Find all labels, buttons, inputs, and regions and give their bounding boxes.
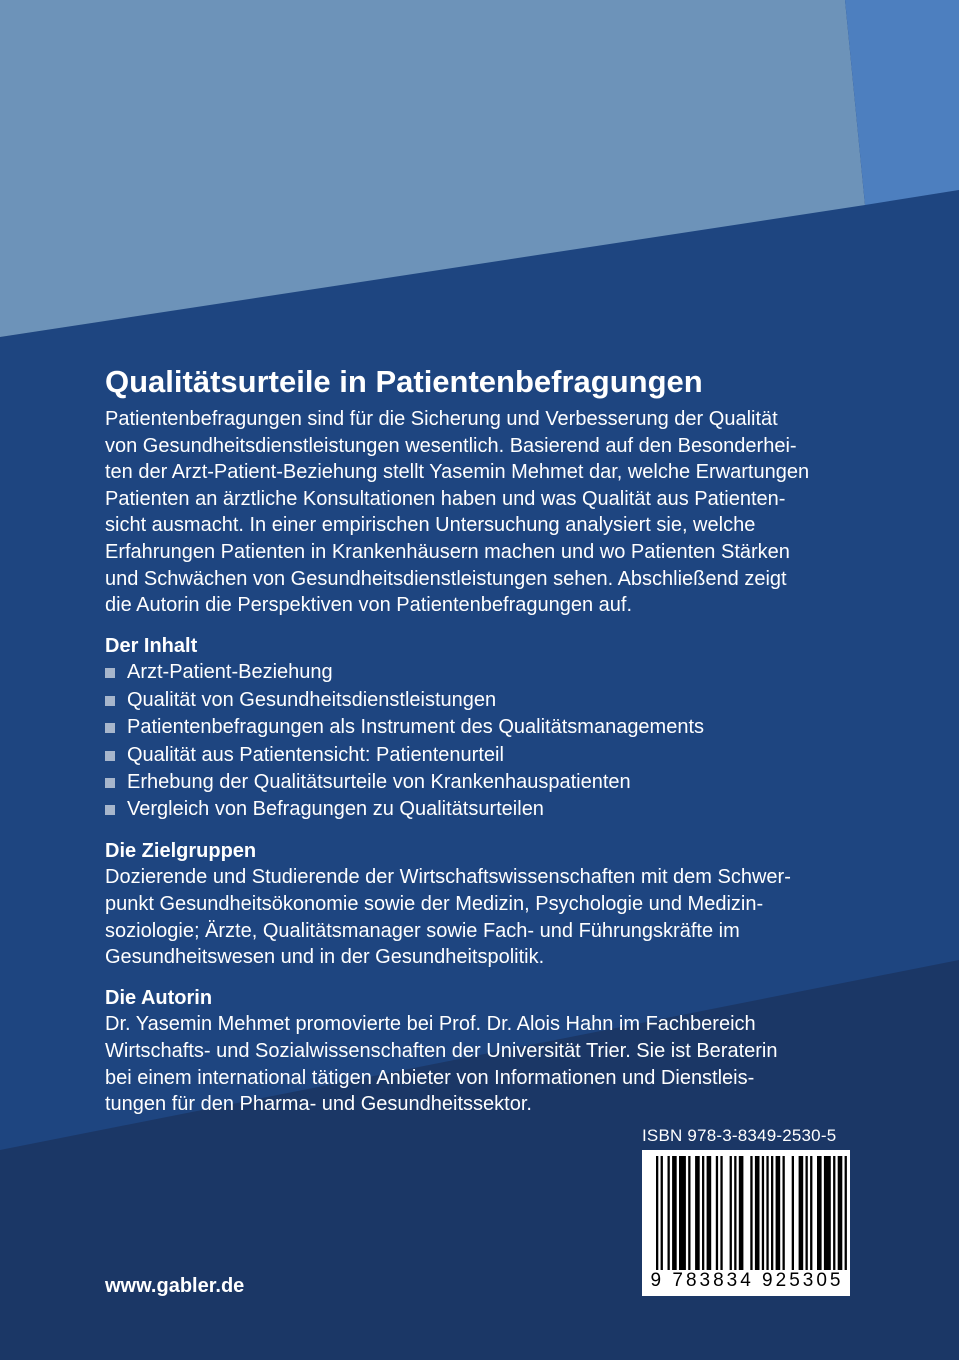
barcode-bar [762, 1156, 764, 1270]
list-item-label: Erhebung der Qualitätsurteile von Krankenhauspatienten [127, 770, 631, 793]
barcode-digits: 9 783834 925305 [642, 1270, 850, 1292]
author-line: tungen für den Pharma- und Gesundheitssektor. [105, 1093, 532, 1116]
square-bullet-icon [105, 805, 115, 815]
barcode-bar [810, 1156, 812, 1270]
barcode-bar [739, 1156, 744, 1270]
square-bullet-icon [105, 696, 115, 706]
isbn-label: ISBN 978-3-8349-2530-5 [642, 1126, 837, 1145]
barcode-bar [792, 1156, 794, 1270]
list-item [105, 659, 885, 686]
list-item [105, 769, 885, 796]
description-line: ten der Arzt-Patient-Beziehung stellt Yasemin Mehmet dar, welche Erwartungen [105, 461, 810, 484]
description-line: und Schwächen von Gesundheitsdienstleistungen sehen. Abschließend zeigt [105, 567, 787, 590]
contents-heading: Der Inhalt [105, 634, 198, 657]
square-bullet-icon [105, 668, 115, 678]
barcode-bar [817, 1156, 822, 1270]
list-item-label: Arzt-Patient-Beziehung [127, 661, 333, 684]
contents-list [105, 659, 885, 823]
author-text [105, 1011, 885, 1117]
barcode-bar [668, 1156, 670, 1270]
barcode-bar [716, 1156, 718, 1270]
square-bullet-icon [105, 778, 115, 788]
barcode-bar [838, 1156, 843, 1270]
back-cover-text [105, 362, 885, 1118]
barcode-bar [771, 1156, 773, 1280]
audience-line: Dozierende und Studierende der Wirtschaftswissenschaften mit dem Schwer- [105, 866, 791, 889]
description [105, 406, 885, 619]
publisher-website: www.gabler.de [105, 1275, 245, 1297]
barcode-bar [730, 1156, 732, 1270]
barcode-bar [720, 1156, 722, 1270]
audience-heading: Die Zielgruppen [105, 839, 257, 862]
description-line: von Gesundheitsdienstleistungen wesentlich. Basierend auf den Besonderhei- [105, 434, 797, 457]
description-line: Patienten an ärztliche Konsultationen haben und was Qualität aus Patienten- [105, 487, 786, 510]
description-line: die Autorin die Perspektiven von Patientenbefragungen auf. [105, 594, 633, 617]
description-line: Patientenbefragungen sind für die Sicherung und Verbesserung der Qualität [105, 408, 778, 430]
barcode-bar [799, 1156, 804, 1270]
description-line: Erfahrungen Patienten in Krankenhäusern machen und wo Patienten Stärken [105, 540, 790, 563]
barcode-bar [656, 1156, 658, 1280]
barcode-bar [845, 1156, 847, 1270]
barcode-bar [679, 1156, 686, 1270]
list-item-label: Patientenbefragungen als Instrument des Qualitätsmanagements [127, 716, 705, 739]
square-bullet-icon [105, 751, 115, 761]
barcode-bar [688, 1156, 690, 1270]
list-item [105, 714, 885, 741]
barcode-bar [783, 1156, 785, 1280]
author-line: Dr. Yasemin Mehmet promovierte bei Prof. Dr. Alois Hahn im Fachbereich [105, 1013, 756, 1036]
barcode-bar [755, 1156, 760, 1270]
barcode-bar [806, 1156, 808, 1270]
list-item-label: Vergleich von Befragungen zu Qualitätsurteilen [127, 798, 544, 821]
barcode-bar [750, 1156, 752, 1270]
barcode-bar [824, 1156, 831, 1270]
audience-text [105, 864, 885, 970]
author-line: Wirtschafts- und Sozialwissenschaften der Universität Trier. Sie ist Beraterin [105, 1039, 778, 1062]
author-heading: Die Autorin [105, 986, 213, 1009]
barcode-bar [707, 1156, 712, 1270]
barcode-bar [776, 1156, 781, 1280]
list-item [105, 742, 885, 769]
barcode-bar [661, 1156, 663, 1280]
barcode [642, 1150, 850, 1296]
audience-line: punkt Gesundheitsökonomie sowie der Medizin, Psychologie und Medizin- [105, 892, 764, 915]
square-bullet-icon [105, 723, 115, 733]
barcode-bar [695, 1156, 700, 1270]
audience-line: Gesundheitswesen und in der Gesundheitspolitik. [105, 946, 545, 969]
description-line: sicht ausmacht. In einer empirischen Untersuchung analysiert sie, welche [105, 514, 756, 537]
barcode-bar [672, 1156, 677, 1270]
barcode-bar [734, 1156, 736, 1270]
panel-accent-blue [845, 0, 959, 205]
list-item-label: Qualität aus Patientensicht: Patientenurteil [127, 743, 504, 766]
list-item [105, 687, 885, 714]
barcode-bar [833, 1156, 835, 1270]
audience-line: soziologie; Ärzte, Qualitätsmanager sowie Fach- und Führungskräfte im [105, 919, 740, 942]
barcode-bar [702, 1156, 704, 1270]
book-title: Qualitätsurteile in Patientenbefragungen [105, 364, 703, 399]
barcode-bar [766, 1156, 768, 1270]
author-line: bei einem international tätigen Anbieter von Informationen und Dienstleis- [105, 1066, 755, 1089]
list-item [105, 796, 885, 823]
list-item-label: Qualität von Gesundheitsdienstleistungen [127, 688, 497, 711]
